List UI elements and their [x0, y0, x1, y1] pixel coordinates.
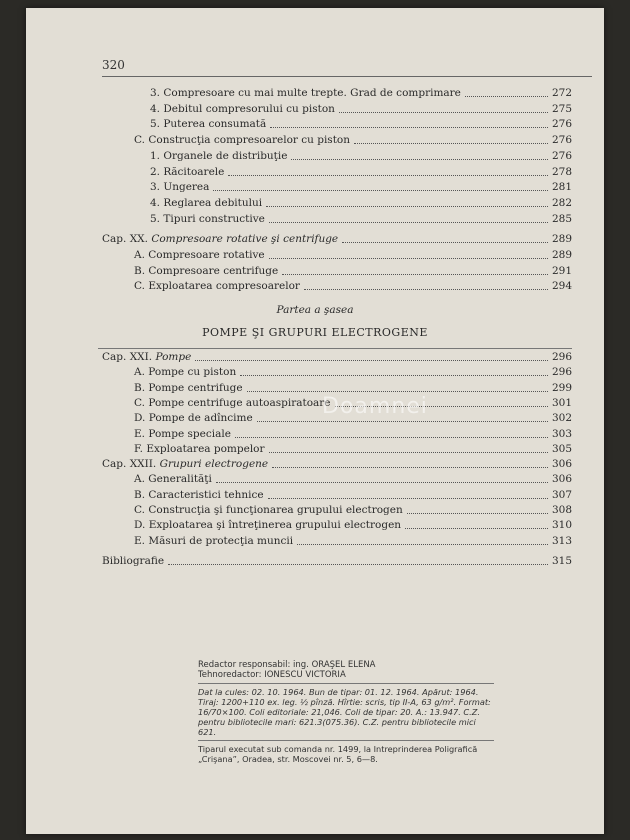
toc-entry-page: 296: [551, 366, 572, 379]
book-page: [26, 8, 604, 834]
toc-entry-title: 4. Reglarea debitului: [150, 196, 263, 209]
toc-entry: [134, 488, 572, 502]
toc-entry: [134, 518, 572, 532]
toc-entry-title: E. Măsuri de protecţia muncii: [134, 534, 294, 547]
toc-entry-page: 278: [551, 165, 572, 178]
toc-entry-page: 291: [551, 264, 572, 277]
toc-entry-page: 281: [551, 181, 572, 194]
dot-leader: [269, 452, 548, 453]
toc-entry-title: Bibliografie: [102, 554, 165, 567]
dot-leader: [405, 528, 548, 529]
toc-entry-title: Cap. XX. Compresoare rotative şi centrifuge: [102, 233, 339, 246]
toc-entry: [134, 365, 572, 379]
colophon-rule: [198, 683, 494, 684]
toc-entry-page: 306: [551, 473, 572, 486]
dot-leader: [216, 482, 548, 483]
toc-entry-page: 313: [551, 534, 572, 547]
toc-entry: [134, 442, 572, 456]
toc-entry-page: 308: [551, 504, 572, 516]
toc-entry-page: 306: [551, 458, 572, 471]
dot-leader: [297, 544, 548, 545]
toc-entry-page: 303: [551, 427, 572, 440]
toc-entry-title: Cap. XXII. Grupuri electrogene: [102, 458, 269, 471]
part-label: Partea a şasea: [276, 304, 354, 316]
toc-entry-title: C. Exploatarea compresoarelor: [134, 280, 300, 293]
toc-entry-page: 289: [551, 249, 572, 261]
table-of-contents-part-six: [26, 8, 604, 608]
toc-entry-title: Cap. XXI. Pompe: [102, 351, 192, 363]
toc-entry-title: C. Construcţia compresoarelor cu piston: [134, 134, 351, 147]
toc-entry: [102, 554, 572, 568]
toc-entry-page: 305: [551, 442, 572, 455]
toc-entry-title: C. Pompe centrifuge autoaspiratoare: [134, 396, 331, 409]
toc-entry-title: E. Pompe speciale: [134, 427, 231, 440]
toc-entry-page: 275: [551, 102, 572, 115]
colophon-printer: Tiparul executat sub comanda nr. 1499, la Intreprinderea Poligrafică „Crişana”, Oradea, str. Moscovei nr. 5, 6—8.: [198, 744, 478, 764]
toc-entry-page: 282: [551, 196, 572, 209]
toc-entry: [102, 457, 572, 471]
toc-entry-page: 289: [551, 233, 572, 246]
toc-entry-page: 276: [551, 149, 572, 162]
toc-entry-title: B. Caracteristici tehnice: [134, 488, 264, 501]
toc-entry-page: 285: [551, 212, 572, 225]
toc-entry: [134, 534, 572, 548]
toc-entry-title: 5. Tipuri constructive: [150, 212, 265, 225]
toc-entry-title: C. Construcţia şi funcţionarea grupului electrogen: [134, 504, 403, 516]
colophon-rule: [198, 740, 494, 741]
dot-leader: [235, 437, 548, 438]
toc-entry-page: 276: [551, 118, 572, 131]
toc-entry: [134, 381, 572, 395]
toc-entry-title: A. Compresoare rotative: [134, 249, 265, 261]
colophon-tech-editor: Tehnoredactor: IONESCU VICTORIA: [198, 670, 346, 680]
toc-entry-page: 276: [551, 134, 572, 147]
toc-entry: [134, 472, 572, 486]
toc-entry-page: 301: [551, 396, 572, 409]
toc-entry-page: 315: [551, 554, 572, 567]
toc-entry-title: B. Pompe centrifuge: [134, 381, 243, 394]
toc-entry-title: B. Compresoare centrifuge: [134, 264, 279, 277]
dot-leader: [168, 564, 548, 565]
toc-entry-title: D. Pompe de adîncime: [134, 412, 253, 425]
dot-leader: [272, 467, 548, 468]
part-title: POMPE ŞI GRUPURI ELECTROGENE: [202, 326, 428, 339]
toc-entry-page: 296: [551, 351, 572, 363]
toc-entry-title: F. Exploatarea pompelor: [134, 442, 265, 455]
colophon: [198, 660, 494, 764]
toc-entry-page: 302: [551, 412, 572, 425]
page-number: 320: [102, 58, 125, 72]
toc-entry-page: 307: [551, 488, 572, 501]
toc-entry-title: 2. Răcitoarele: [150, 165, 225, 178]
watermark-logo: Doamnei: [322, 394, 428, 419]
toc-entry-title: 1. Organele de distribuţie: [150, 149, 288, 162]
toc-entry-title: 3. Ungerea: [150, 181, 210, 194]
toc-entry-page: 294: [551, 280, 572, 293]
toc-entry-page: 272: [551, 87, 572, 99]
dot-leader: [240, 375, 548, 376]
toc-entry-title: 4. Debitul compresorului cu piston: [150, 102, 335, 115]
dot-leader: [268, 498, 548, 499]
colophon-editor: Redactor responsabil: ing. ORAŞEL ELENA: [198, 660, 376, 670]
toc-entry-title: 5. Puterea consumată: [150, 118, 267, 131]
dot-leader: [195, 360, 548, 361]
toc-entry-title: 3. Compresoare cu mai multe trepte. Grad de comprimare: [150, 87, 461, 99]
colophon-print-info: Dat la cules: 02. 10. 1964. Bun de tipar: 01. 12. 1964. Apărut: 1964. Tiraj: 1200+110 ex. leg. ½ pînză. Hîrtie: scris, tip II-A, 63 g/m². Format: 16/70×100. Coli editoriale: 21,046. Coli de tipar: 20. A.: 13.947. C.Z. pentru bibliotecile mari: 621.3(075.36). C.Z. pentru bibliotecile mici 621.: [198, 687, 491, 737]
dot-leader: [407, 513, 548, 514]
toc-entry: [134, 503, 572, 517]
dot-leader: [247, 391, 548, 392]
toc-entry-title: A. Generalităţi: [134, 473, 212, 486]
toc-entry-page: 310: [551, 519, 572, 532]
toc-entry: [134, 427, 572, 441]
toc-entry-title: A. Pompe cu piston: [134, 366, 237, 379]
toc-entry-title: D. Exploatarea şi întreţinerea grupului electrogen: [134, 519, 402, 532]
dot-leader: [257, 421, 548, 422]
toc-entry: [102, 350, 572, 364]
toc-entry-page: 299: [551, 381, 572, 394]
